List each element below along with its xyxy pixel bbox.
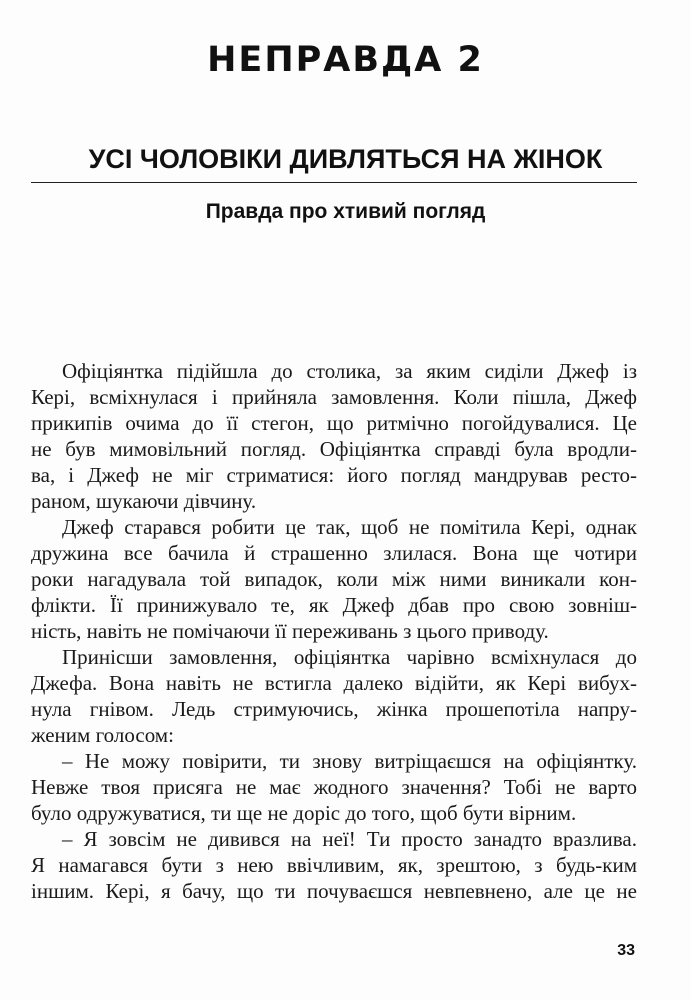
text-line: прикипів очима до її стегон, що ритмічно погойдувалися. Це	[31, 411, 637, 435]
text-line: Принісши замовлення, офіціянтка чарівно всміхнулася до	[62, 645, 637, 669]
text-line: іншим. Кері, я бачу, що ти почуваєшся невпевнено, але це не	[31, 879, 637, 903]
text-line: Невже твоя присяга не має жодного значення? Тобі не варто	[31, 775, 637, 799]
text-line: женим голосом:	[31, 723, 174, 747]
text-line: не був мимовільний погляд. Офіціянтка справді була вродли-	[31, 437, 637, 461]
body-text	[31, 358, 637, 904]
section-title: УСІ ЧОЛОВІКИ ДИВЛЯТЬСЯ НА ЖІНОК	[88, 144, 603, 174]
text-line: Кері, всміхнулася і прийняла замовлення. Коли пішла, Джеф	[31, 385, 637, 409]
text-line: дружина все бачила й страшенно злилася. Вона ще чотири	[31, 541, 637, 565]
text-line: роки нагадувала той випадок, коли між ними виникали кон-	[31, 567, 637, 591]
text-line: було одружуватися, ти ще не доріс до того, щоб бути вірним.	[31, 801, 577, 825]
text-line: флікти. Її принижувало те, як Джеф дбав про свою зовніш-	[31, 593, 637, 617]
text-line: раном, шукаючи дівчину.	[31, 489, 257, 513]
text-line: – Не можу повірити, ти знову витріщаєшся на офіціянтку.	[62, 749, 637, 773]
text-line: Я намагався бути з нею ввічливим, як, зрештою, з будь-ким	[31, 853, 637, 877]
chapter-title: НЕПРАВДА 2	[207, 40, 484, 80]
section-subtitle: Правда про хтивий погляд	[205, 200, 486, 223]
text-line: Джефа. Вона навіть не встигла далеко відійти, як Кері вибух-	[31, 671, 637, 695]
text-line: ність, навіть не помічаючи її переживань з цього приводу.	[31, 619, 549, 643]
text-line: – Я зовсім не дивився на неї! Ти просто занадто вразлива.	[62, 827, 637, 851]
text-line: Джеф старався робити це так, щоб не помітила Кері, однак	[62, 515, 637, 539]
text-line: нула гнівом. Ледь стримуючись, жінка прошепотіла напру-	[31, 697, 637, 721]
page-number: 33	[617, 942, 635, 959]
section-divider	[31, 182, 637, 183]
text-line: Офіціянтка підійшла до столика, за яким сиділи Джеф із	[62, 359, 637, 383]
text-line: ва, і Джеф не міг стриматися: його погляд мандрував ресто-	[31, 463, 637, 487]
